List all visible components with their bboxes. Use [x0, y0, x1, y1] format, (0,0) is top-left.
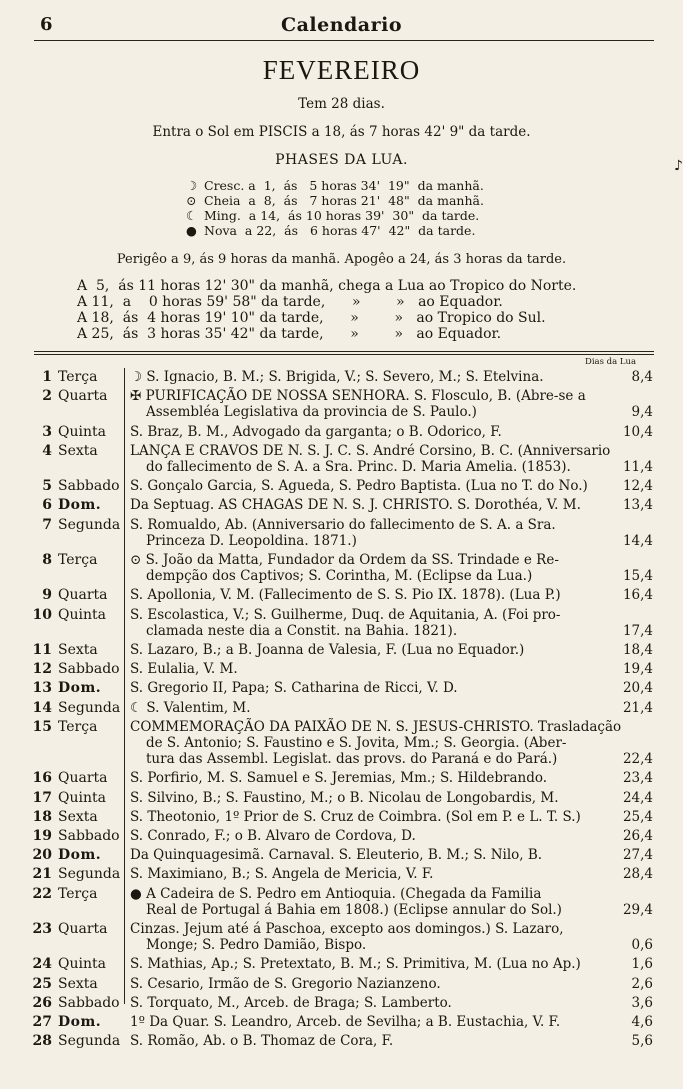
table-row — [0, 976, 683, 992]
phase-line — [186, 193, 484, 208]
moon-age: 0,6 — [631, 937, 653, 954]
weekday: Sexta — [58, 975, 98, 992]
table-row — [0, 661, 683, 677]
entry-text: S. Braz, B. M., Advogado da garganta; o B. Odorico, F. — [130, 423, 502, 440]
day-number: 24 — [32, 956, 52, 973]
entry-text: S. Lazaro, B.; a B. Joanna de Valesia, F. (Lua no Equador.) — [130, 642, 525, 658]
day-number: 13 — [32, 680, 52, 697]
table-row — [0, 552, 683, 584]
moon-age: 19,4 — [622, 661, 653, 678]
entry-text: Da Septuag. AS CHAGAS DE N. S. J. CHRISTO. S. Dorothéa, V. M. — [130, 497, 581, 514]
table-row — [0, 478, 683, 494]
weekday: Segunda — [58, 699, 121, 716]
table-row — [0, 1033, 683, 1049]
weekday: Quinta — [58, 423, 106, 440]
weekday: Sabbado — [58, 661, 120, 678]
entry-text: S. Eulalia, V. M. — [130, 661, 238, 678]
moon-age: 21,4 — [622, 699, 653, 716]
day-number: 10 — [32, 606, 52, 623]
page-number: 6 — [40, 14, 53, 35]
moon-age: 14,4 — [622, 532, 653, 549]
entry-text: de S. Antonio; S. Faustino e S. Jovita, Mm.; S. Georgia. (Aber- — [146, 734, 567, 751]
phases-heading: PHASES DA LUA. — [275, 152, 408, 168]
table-row — [0, 847, 683, 863]
weekday: Quinta — [58, 789, 106, 806]
phase-line — [186, 208, 479, 223]
table-row — [0, 700, 683, 716]
day-number: 6 — [42, 497, 52, 514]
phase-text: Nova a 22, ás 6 horas 47' 42" da tarde. — [204, 223, 476, 238]
entry-text: tura das Assembl. Legislat. das provs. do Paraná e do Pará.) — [146, 751, 558, 768]
moon-age: 26,4 — [622, 828, 653, 844]
table-row — [0, 497, 683, 513]
table-row — [0, 809, 683, 825]
entry-text: S. Gregorio II, Papa; S. Catharina de Ricci, V. D. — [130, 680, 458, 697]
table-row — [0, 790, 683, 806]
table-row — [0, 424, 683, 440]
table-rule-top — [34, 351, 654, 352]
moon-phase-icon: ☽ — [186, 178, 198, 193]
table-row — [0, 770, 683, 786]
day-number: 19 — [32, 828, 52, 844]
perigee-apogee-line: Perigêo a 9, ás 9 horas da manhã. Apogêo a 24, ás 3 horas da tarde. — [116, 252, 567, 267]
day-number: 18 — [32, 808, 52, 825]
moon-age: 29,4 — [622, 901, 653, 918]
moon-age: 12,4 — [622, 478, 653, 495]
entry-text: S. Conrado, F.; o B. Alvaro de Cordova, D. — [130, 828, 416, 844]
entry-text: S. Cesario, Irmão de S. Gregorio Nazianzeno. — [130, 975, 441, 992]
entry-text: S. Porfirio, M. S. Samuel e S. Jeremias, Mm.; S. Hildebrando. — [130, 770, 548, 787]
table-row — [0, 921, 683, 953]
moon-age: 10,4 — [622, 423, 653, 440]
day-number: 28 — [32, 1033, 52, 1050]
day-number: 4 — [42, 442, 52, 459]
moon-age: 22,4 — [622, 751, 653, 768]
weekday: Sabbado — [58, 478, 120, 495]
entry-text: dempção dos Captivos; S. Corintha, M. (Eclipse da Lua.) — [146, 568, 533, 585]
weekday: Dom. — [58, 847, 102, 864]
entry-text: S. Theotonio, 1º Prior de S. Cruz de Coimbra. (Sol em P. e L. T. S.) — [130, 808, 581, 825]
column-header-moon-days: Dias da Lua — [585, 357, 637, 367]
moon-age: 11,4 — [622, 458, 653, 475]
table-row — [0, 1014, 683, 1030]
day-number: 15 — [32, 718, 52, 735]
entry-text: S. Romualdo, Ab. (Anniversario do fallecimento de S. A. a Sra. — [130, 516, 556, 533]
entry-text: Assembléa Legislativa da provincia de S. Paulo.) — [146, 404, 477, 421]
day-number: 7 — [42, 516, 52, 533]
moon-age: 4,6 — [631, 1014, 653, 1030]
moon-phase-icon: ● — [186, 223, 197, 238]
sun-entry-line: Entra o Sol em PISCIS a 18, ás 7 horas 42' 9" da tarde. — [152, 124, 531, 140]
table-row — [0, 680, 683, 696]
moon-age: 28,4 — [622, 866, 653, 883]
weekday: Sexta — [58, 808, 98, 825]
moon-age: 3,6 — [631, 994, 653, 1011]
running-title: Calendario — [280, 14, 403, 36]
weekday: Terça — [58, 369, 98, 385]
weekday: Terça — [58, 718, 98, 735]
entry-text: S. Romão, Ab. o B. Thomaz de Cora, F. — [130, 1033, 394, 1050]
table-row — [0, 443, 683, 475]
entry-text: do fallecimento de S. A. a Sra. Princ. D. Maria Amelia. (1853). — [146, 458, 571, 475]
day-number: 22 — [32, 885, 52, 902]
moon-age: 23,4 — [622, 770, 653, 787]
lunar-note: A 25, ás 3 horas 35' 42" da tarde, » » ao Equador. — [77, 326, 502, 342]
moon-age: 17,4 — [622, 622, 653, 639]
day-number: 1 — [42, 369, 52, 385]
lunar-note: A 5, ás 11 horas 12' 30" da manhã, chega a Lua ao Tropico do Norte. — [77, 278, 577, 294]
margin-mark: ♪ — [674, 158, 683, 174]
entry-text: Real de Portugal á Bahia em 1808.) (Eclipse annular do Sol.) — [146, 901, 562, 918]
weekday: Sexta — [58, 642, 98, 658]
entry-text: ● A Cadeira de S. Pedro em Antioquia. (Chegada da Familia — [130, 885, 542, 902]
day-number: 3 — [42, 423, 52, 440]
moon-age: 2,6 — [631, 975, 653, 992]
moon-age: 8,4 — [631, 369, 653, 385]
day-number: 2 — [42, 388, 52, 405]
day-number: 5 — [42, 478, 52, 495]
day-number: 27 — [32, 1014, 52, 1030]
moon-phase-icon: ☾ — [186, 208, 198, 223]
moon-age: 16,4 — [622, 587, 653, 604]
entry-text: COMMEMORAÇÃO DA PAIXÃO DE N. S. JESUS-CHRISTO. Trasladação — [130, 718, 622, 735]
table-rule-top-inner — [34, 354, 654, 355]
day-number: 17 — [32, 789, 52, 806]
weekday: Sabbado — [58, 828, 120, 844]
day-number: 16 — [32, 770, 52, 787]
weekday: Segunda — [58, 1033, 121, 1050]
table-row — [0, 587, 683, 603]
table-row — [0, 886, 683, 918]
entry-text: ✠ PURIFICAÇÃO DE NOSSA SENHORA. S. Flosculo, B. (Abre-se a — [130, 388, 586, 405]
table-row — [0, 828, 683, 844]
moon-age: 5,6 — [631, 1033, 653, 1050]
day-number: 9 — [42, 587, 52, 604]
entry-text: clamada neste dia a Constit. na Bahia. 1821). — [146, 622, 458, 639]
phase-text: Cheia a 8, ás 7 horas 21' 48" da manhã. — [204, 193, 484, 208]
day-number: 8 — [42, 552, 52, 568]
phase-text: Cresc. a 1, ás 5 horas 34' 19" da manhã. — [204, 178, 484, 193]
moon-age: 20,4 — [622, 680, 653, 697]
weekday: Sabbado — [58, 994, 120, 1011]
moon-age: 24,4 — [622, 789, 653, 806]
entry-text: 1º Da Quar. S. Leandro, Arceb. de Sevilha; a B. Eustachia, V. F. — [130, 1014, 561, 1030]
entry-text: ☾ S. Valentim, M. — [130, 699, 251, 716]
weekday: Segunda — [58, 516, 121, 533]
moon-age: 9,4 — [631, 404, 653, 421]
weekday: Sexta — [58, 442, 98, 459]
entry-text: ⊙ S. João da Matta, Fundador da Ordem da SS. Trindade e Re- — [130, 552, 559, 568]
lunar-note: A 18, ás 4 horas 19' 10" da tarde, » » ao Tropico do Sul. — [77, 310, 546, 326]
day-number: 25 — [32, 975, 52, 992]
phase-line — [186, 223, 475, 238]
table-row — [0, 642, 683, 658]
day-number: 20 — [32, 847, 52, 864]
day-number: 14 — [32, 699, 52, 716]
day-number: 12 — [32, 661, 52, 678]
entry-text: S. Torquato, M., Arceb. de Braga; S. Lamberto. — [130, 994, 452, 1011]
entry-text: ☽ S. Ignacio, B. M.; S. Brigida, V.; S. Severo, M.; S. Etelvina. — [130, 369, 544, 385]
weekday: Dom. — [58, 1014, 102, 1030]
month-days-line: Tem 28 dias. — [298, 96, 385, 112]
phase-text: Ming. a 14, ás 10 horas 39' 30" da tarde. — [204, 208, 480, 223]
entry-text: S. Apollonia, V. M. (Fallecimento de S. S. Pio IX. 1878). (Lua P.) — [130, 587, 561, 604]
table-row — [0, 388, 683, 420]
table-row — [0, 517, 683, 549]
weekday: Terça — [58, 552, 98, 568]
phase-line — [186, 178, 484, 193]
header-rule — [34, 40, 654, 41]
day-number: 26 — [32, 994, 52, 1011]
weekday: Quarta — [58, 770, 108, 787]
day-number: 21 — [32, 866, 52, 883]
table-row — [0, 956, 683, 972]
weekday: Quinta — [58, 606, 106, 623]
lunar-note: A 11, a 0 horas 59' 58" da tarde, » » ao Equador. — [77, 294, 503, 310]
entry-text: S. Maximiano, B.; S. Angela de Mericia, V. F. — [130, 866, 434, 883]
weekday: Dom. — [58, 680, 102, 697]
table-row — [0, 719, 683, 768]
day-number: 23 — [32, 921, 52, 937]
weekday: Quarta — [58, 921, 108, 937]
weekday: Quarta — [58, 388, 108, 405]
entry-text: S. Mathias, Ap.; S. Pretextato, B. M.; S. Primitiva, M. (Lua no Ap.) — [130, 956, 581, 973]
entry-text: S. Silvino, B.; S. Faustino, M.; o B. Nicolau de Longobardis, M. — [130, 789, 559, 806]
moon-age: 15,4 — [622, 568, 653, 585]
month-title: FEVEREIRO — [262, 55, 421, 85]
moon-phase-icon: ⊙ — [186, 193, 197, 208]
moon-age: 13,4 — [622, 497, 653, 514]
table-row — [0, 866, 683, 882]
entry-text: S. Escolastica, V.; S. Guilherme, Duq. de Aquitania, A. (Foi pro- — [130, 606, 561, 623]
table-row — [0, 607, 683, 639]
entry-text: Da Quinquagesimã. Carnaval. S. Eleuterio, B. M.; S. Nilo, B. — [130, 847, 543, 864]
table-row — [0, 995, 683, 1011]
moon-age: 18,4 — [622, 642, 653, 658]
entry-text: LANÇA E CRAVOS DE N. S. J. C. S. André Corsino, B. C. (Anniversario — [130, 442, 611, 459]
entry-text: Cinzas. Jejum até á Paschoa, excepto aos domingos.) S. Lazaro, — [130, 921, 564, 937]
day-number: 11 — [32, 642, 52, 658]
moon-age: 1,6 — [631, 956, 653, 973]
weekday: Segunda — [58, 866, 121, 883]
moon-age: 27,4 — [622, 847, 653, 864]
entry-text: Princeza D. Leopoldina. 1871.) — [146, 532, 357, 549]
entry-text: S. Gonçalo Garcia, S. Agueda, S. Pedro Baptista. (Lua no T. do No.) — [130, 478, 588, 495]
weekday: Quinta — [58, 956, 106, 973]
table-row — [0, 369, 683, 385]
entry-text: Monge; S. Pedro Damião, Bispo. — [146, 937, 367, 954]
moon-age: 25,4 — [622, 808, 653, 825]
weekday: Quarta — [58, 587, 108, 604]
weekday: Terça — [58, 885, 98, 902]
weekday: Dom. — [58, 497, 102, 514]
